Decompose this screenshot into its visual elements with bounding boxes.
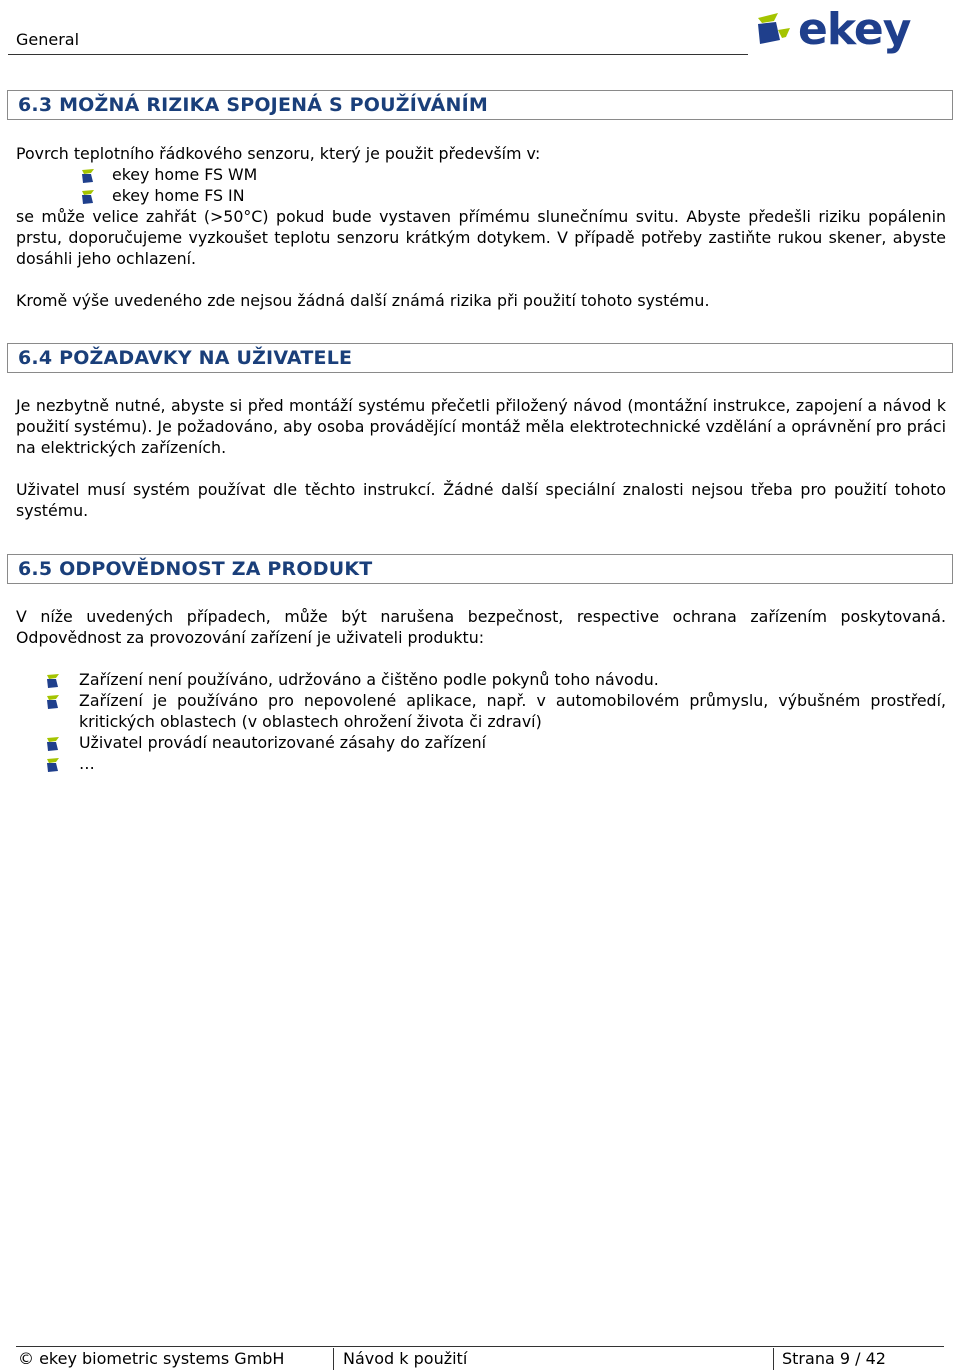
user-requirements: Je nezbytně nutné, abyste si před montáží systému přečetli přiložený návod (montážní instrukce, zapojení a návod k použití systému). Je požadováno, aby osoba provádějící montáž měla elektrotechnické vzdělání a oprávnění pro práci na elektrických zařízeních.: [16, 396, 946, 457]
bullet-icon: [47, 693, 60, 707]
footer-divider: [16, 1346, 944, 1347]
bullet-icon: [47, 735, 60, 749]
heat-warning: se může velice zahřát (>50°C) pokud bude vystaven přímému slunečnímu svitu. Abyste předešli riziku popálenin prstu, doporučujeme vyzkoušet teplotu senzoru krátkým dotykem. V případě potřeby zastiňte rukou skener, abyste dosáhli jeho ochlazení.: [16, 207, 946, 268]
list-item: ekey home FS IN: [112, 185, 946, 206]
header-divider: [8, 54, 748, 55]
footer-document: Návod k použití: [343, 1349, 468, 1368]
section-heading-6-5: [7, 554, 953, 584]
logo-wordmark: ekey: [798, 4, 911, 54]
footer-separator: [773, 1348, 774, 1370]
header-title: General: [16, 30, 80, 49]
bullet-icon: [47, 672, 60, 686]
section-heading-6-4: [7, 343, 953, 373]
section-title-6-4: 6.4 POŽADAVKY NA UŽIVATELE: [18, 347, 353, 369]
ekey-logo: [756, 4, 956, 54]
section-body-6-5: [16, 606, 946, 774]
footer-page-number: Strana 9 / 42: [782, 1349, 886, 1368]
bullet-icon: [82, 167, 95, 181]
list-item: Zařízení je používáno pro nepovolené aplikace, např. v automobilovém průmyslu, výbušném prostředí, kritických oblastech (v oblastech ohrožení života či zdraví): [79, 690, 946, 732]
list-item: Zařízení není používáno, udržováno a čištěno podle pokynů toho návodu.: [79, 669, 946, 690]
section-heading-6-3: [7, 90, 953, 120]
sensor-list: [112, 164, 946, 206]
section-body-6-3: [16, 143, 946, 311]
list-item: ekey home FS WM: [112, 164, 946, 185]
usage-instructions: Uživatel musí systém používat dle těchto instrukcí. Žádné další speciální znalosti nejsou třeba pro použití tohoto systému.: [16, 480, 946, 520]
list-item: …: [79, 753, 946, 774]
no-other-risks: Kromě výše uvedeného zde nejsou žádná další známá rizika při použití tohoto systému.: [16, 291, 710, 310]
footer-separator: [333, 1348, 334, 1370]
section-title-6-3: 6.3 MOŽNÁ RIZIKA SPOJENÁ S POUŽÍVÁNÍM: [18, 94, 488, 116]
section-title-6-5: 6.5 ODPOVĚDNOST ZA PRODUKT: [18, 558, 373, 580]
footer-company: © ekey biometric systems GmbH: [18, 1349, 285, 1368]
sensor-intro: Povrch teplotního řádkového senzoru, který je použit především v:: [16, 144, 541, 163]
liability-list: [79, 669, 946, 774]
bullet-icon: [82, 188, 95, 202]
section-body-6-4: [16, 395, 946, 521]
liability-intro: V níže uvedených případech, může být narušena bezpečnost, respective ochrana zařízením poskytovaná. Odpovědnost za provozování zařízení je uživateli produktu:: [16, 607, 946, 647]
list-item: Uživatel provádí neautorizované zásahy do zařízení: [79, 732, 946, 753]
bullet-icon: [47, 756, 60, 770]
